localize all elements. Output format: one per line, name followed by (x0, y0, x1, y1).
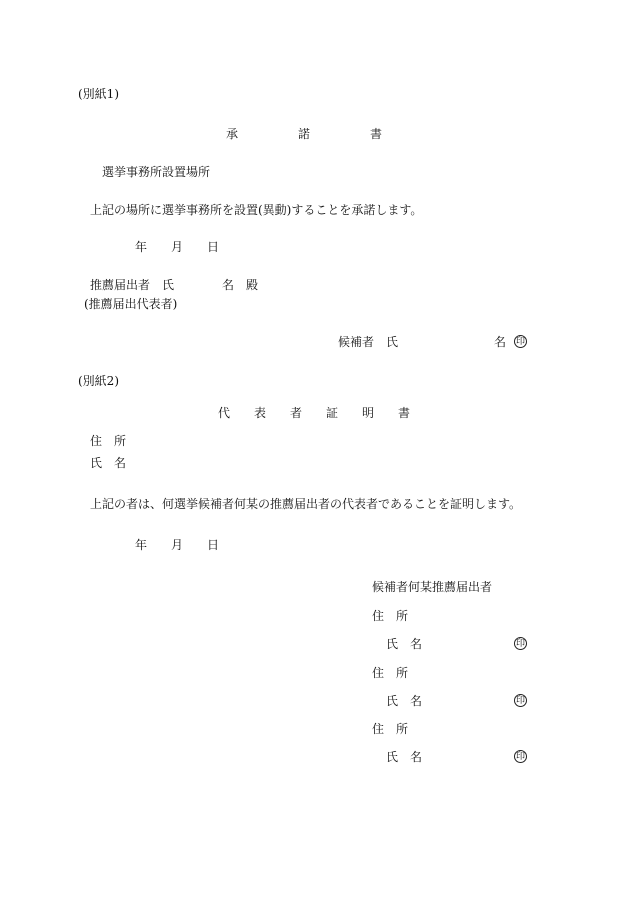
candidate-line: 候補者 氏 名 (338, 335, 507, 349)
form2-label: (別紙2) (78, 374, 119, 388)
name-label: 氏 名 (90, 456, 127, 470)
signer-address-label: 住 所 (372, 666, 409, 680)
recommender-line: 推薦届出者 氏 名 殿 (90, 278, 259, 292)
recommender-rep-line: (推薦届出代表者) (84, 297, 178, 311)
signer-name-label: 氏 名 (386, 694, 423, 708)
seal-icon: 印 (515, 639, 525, 649)
form1-label: (別紙1) (78, 87, 119, 101)
signer-name-label: 氏 名 (386, 750, 423, 764)
form1-date-line: 年 月 日 (135, 240, 220, 254)
form1-statement: 上記の場所に選挙事務所を設置(異動)することを承諾します。 (90, 203, 423, 217)
signer-address-label: 住 所 (372, 609, 409, 623)
location-heading: 選挙事務所設置場所 (102, 165, 211, 179)
address-label: 住 所 (90, 434, 127, 448)
seal-icon: 印 (515, 337, 525, 347)
signers-heading: 候補者何某推薦届出者 (372, 580, 493, 594)
form2-date-line: 年 月 日 (135, 538, 220, 552)
form2-title: 代 表 者 証 明 書 (218, 406, 411, 420)
form1-title: 承 諾 書 (226, 127, 383, 141)
signer-name-label: 氏 名 (386, 637, 423, 651)
seal-icon: 印 (515, 752, 525, 762)
seal-icon: 印 (515, 696, 525, 706)
form2-statement: 上記の者は、何選挙候補者何某の推薦届出者の代表者であることを証明します。 (90, 497, 522, 511)
signer-address-label: 住 所 (372, 722, 409, 736)
